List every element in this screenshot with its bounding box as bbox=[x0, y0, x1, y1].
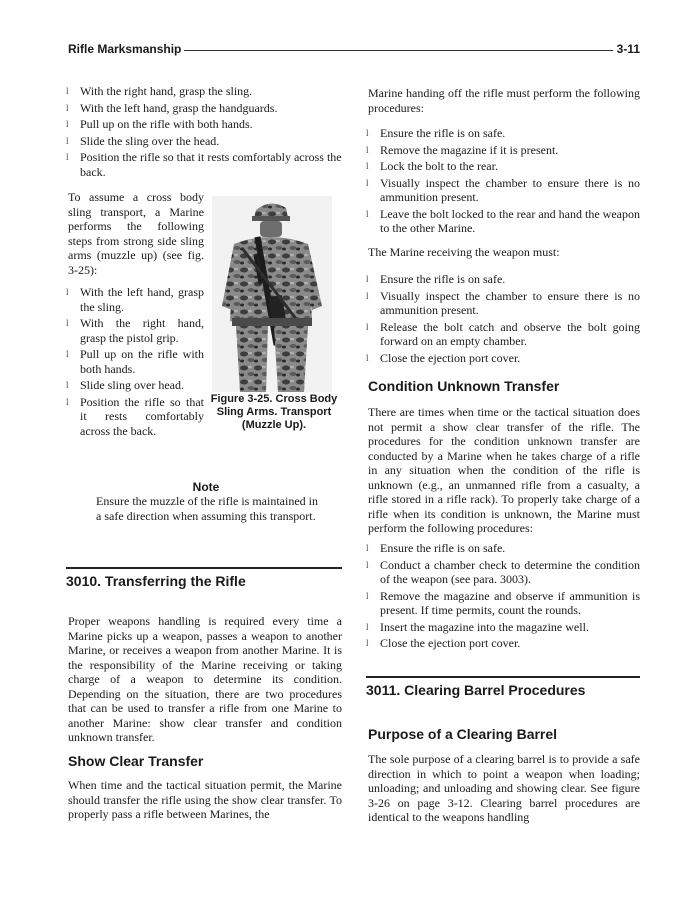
section-3010-title: 3010. Transferring the Rifle bbox=[66, 567, 342, 589]
list-item bbox=[366, 143, 640, 158]
page-number: 3-11 bbox=[613, 42, 640, 56]
right-intro-cont: Marine handing off the rifle must perform the following procedures: bbox=[368, 86, 640, 115]
list-item bbox=[366, 589, 640, 618]
figure-photo bbox=[212, 196, 332, 392]
marine-illustration bbox=[212, 196, 332, 392]
bullet-marker: l bbox=[366, 638, 369, 648]
list-item-text: Release the bolt catch and observe the bolt going forward on an empty chamber. bbox=[380, 319, 640, 348]
bullet-marker: l bbox=[66, 380, 69, 390]
section-3010-text: Proper weapons handling is required every time a Marine picks up a weapon, passes a weapon to another Marine, or receives a weapon from another Marine. It is the responsibility of the Marine receiving or taking charge of a weapon to determine its condition. Depending on the situation, there are two procedures that can be used to transfer a rifle from one Marine to another Marine: show clear transfer and condition unknown transfer. bbox=[68, 614, 342, 744]
list-item-text: Remove the magazine if it is present. bbox=[380, 142, 559, 157]
list-item-text: Leave the bolt locked to the rear and hand the weapon to the other Marine. bbox=[380, 206, 640, 235]
list-item-text: Slide the sling over the head. bbox=[80, 133, 220, 148]
bullet-marker: l bbox=[66, 135, 69, 146]
list-item bbox=[66, 101, 342, 116]
list-item-text: Close the ejection port cover. bbox=[380, 350, 521, 365]
bullet-marker: l bbox=[66, 86, 69, 96]
list-item bbox=[366, 159, 640, 174]
list-item bbox=[66, 285, 204, 314]
cut-steps bbox=[366, 541, 640, 651]
list-item bbox=[366, 558, 640, 587]
bullet-marker: l bbox=[366, 321, 369, 332]
list-item-text: Lock the bolt to the rear. bbox=[380, 159, 498, 173]
list-item-text: With the left hand, grasp the sling. bbox=[80, 285, 204, 314]
bullet-marker: l bbox=[366, 177, 369, 188]
note-title: Note bbox=[192, 480, 220, 494]
left-top-bullets bbox=[66, 84, 342, 179]
list-item bbox=[366, 176, 640, 205]
list-item-text: Pull up on the rifle with both hands. bbox=[80, 117, 253, 131]
list-item-text: Visually inspect the chamber to ensure there is no ammunition present. bbox=[380, 288, 640, 317]
cut-title: Condition Unknown Transfer bbox=[368, 378, 560, 394]
figure-caption: Figure 3-25. Cross Body Sling Arms. Transport (Muzzle Up). bbox=[210, 393, 338, 431]
bullet-list-receiving bbox=[366, 272, 640, 365]
section-3010 bbox=[66, 567, 342, 589]
list-item-text: Slide sling over head. bbox=[80, 378, 184, 392]
bullet-list-cut bbox=[366, 541, 640, 651]
bullet-list-top bbox=[66, 84, 342, 179]
list-item bbox=[366, 620, 640, 635]
receiving-intro: The Marine receiving the weapon must: bbox=[368, 245, 560, 259]
list-item bbox=[366, 636, 640, 651]
list-item-text: Conduct a chamber check to determine the condition of the weapon (see para. 3003). bbox=[380, 557, 640, 586]
list-item-text: Remove the magazine and observe if ammunition is present. If time permits, count the rounds. bbox=[380, 588, 640, 617]
bullet-marker: l bbox=[366, 621, 369, 632]
bullet-marker: l bbox=[66, 349, 69, 359]
section-3011 bbox=[366, 676, 640, 698]
list-item-text: Close the ejection port cover. bbox=[380, 636, 521, 650]
list-item bbox=[66, 316, 204, 345]
list-item bbox=[66, 84, 342, 99]
show-clear-title: Show Clear Transfer bbox=[68, 753, 204, 769]
bullet-marker: l bbox=[366, 208, 369, 219]
purpose-title: Purpose of a Clearing Barrel bbox=[368, 726, 558, 742]
handing-steps bbox=[366, 126, 640, 236]
list-item-text: Position the rifle so that it rests comfortably across the back. bbox=[80, 150, 342, 179]
list-item bbox=[366, 541, 640, 556]
list-item bbox=[366, 207, 640, 236]
list-item-text: Ensure the rifle is on safe. bbox=[380, 126, 506, 140]
bullet-marker: l bbox=[366, 274, 369, 284]
list-item bbox=[66, 395, 204, 439]
cut-heading bbox=[368, 378, 640, 394]
bullet-marker: l bbox=[366, 559, 369, 570]
list-item bbox=[366, 272, 640, 287]
bullet-list-handing bbox=[366, 126, 640, 236]
list-item-text: With the right hand, grasp the pistol grip. bbox=[80, 316, 204, 345]
list-item bbox=[66, 134, 342, 149]
show-clear-heading bbox=[68, 753, 342, 769]
list-item bbox=[66, 150, 342, 179]
bullet-marker: l bbox=[66, 396, 69, 407]
header-title: Rifle Marksmanship bbox=[68, 42, 184, 56]
bullet-marker: l bbox=[66, 102, 69, 113]
bullet-marker: l bbox=[366, 352, 369, 363]
cross-body-intro: To assume a cross body sling transport, a Marine performs the following steps from strong side sling arms (muzzle up) (see fig. 3-25): bbox=[68, 190, 204, 277]
cross-body-steps bbox=[66, 285, 204, 438]
bullet-list-cross-body bbox=[66, 285, 204, 438]
bullet-marker: l bbox=[66, 119, 69, 129]
list-item bbox=[66, 347, 204, 376]
list-item-text: Visually inspect the chamber to ensure there is no ammunition present. bbox=[380, 175, 640, 204]
bullet-marker: l bbox=[366, 543, 369, 553]
running-header bbox=[68, 42, 640, 58]
bullet-marker: l bbox=[66, 287, 69, 297]
bullet-marker: l bbox=[366, 161, 369, 171]
bullet-marker: l bbox=[366, 128, 369, 138]
list-item-text: Pull up on the rifle with both hands. bbox=[80, 347, 204, 376]
purpose-text: The sole purpose of a clearing barrel is to provide a safe direction in which to point a weapon when loading; unloading; and unloading and showing clear. See figure 3-26 on page 3-12. Clearing barrel procedures are identical to the weapons handling bbox=[368, 752, 640, 824]
list-item bbox=[366, 351, 640, 366]
show-clear-text: When time and the tactical situation permit, the Marine should transfer the rifle using the show clear transfer. To properly pass a rifle between Marines, the bbox=[68, 778, 342, 821]
note-text: Ensure the muzzle of the rifle is maintained in a safe direction when assuming this transport. bbox=[96, 494, 318, 523]
receiving-steps bbox=[366, 272, 640, 365]
bullet-marker: l bbox=[366, 590, 369, 601]
list-item-text: With the left hand, grasp the handguards. bbox=[80, 100, 278, 115]
list-item-text: Position the rifle so that it rests comfortably across the back. bbox=[80, 394, 204, 438]
list-item bbox=[66, 117, 342, 132]
list-item bbox=[366, 320, 640, 349]
bullet-marker: l bbox=[366, 144, 369, 155]
list-item-text: With the right hand, grasp the sling. bbox=[80, 84, 253, 98]
list-item-text: Ensure the rifle is on safe. bbox=[380, 272, 506, 286]
list-item bbox=[366, 126, 640, 141]
purpose-heading bbox=[368, 726, 640, 742]
list-item bbox=[366, 289, 640, 318]
list-item bbox=[66, 378, 204, 393]
bullet-marker: l bbox=[66, 318, 69, 328]
section-3011-title: 3011. Clearing Barrel Procedures bbox=[366, 676, 640, 698]
bullet-marker: l bbox=[366, 290, 369, 301]
list-item-text: Insert the magazine into the magazine well. bbox=[380, 619, 589, 634]
list-item-text: Ensure the rifle is on safe. bbox=[380, 541, 506, 555]
cut-text: There are times when time or the tactical situation does not permit a show clear transfer of the rifle. The procedures for the condition unknown transfer are conducted by a Marine when he takes charge of a rifle in any situation when the condition of the rifle is unknown (e.g., an unmanned rifle from a casualty, a rifle stored in a rifle rack). To properly take charge of a rifle when its condition is unknown, the Marine must perform the following procedures: bbox=[368, 405, 640, 535]
bullet-marker: l bbox=[66, 152, 69, 162]
